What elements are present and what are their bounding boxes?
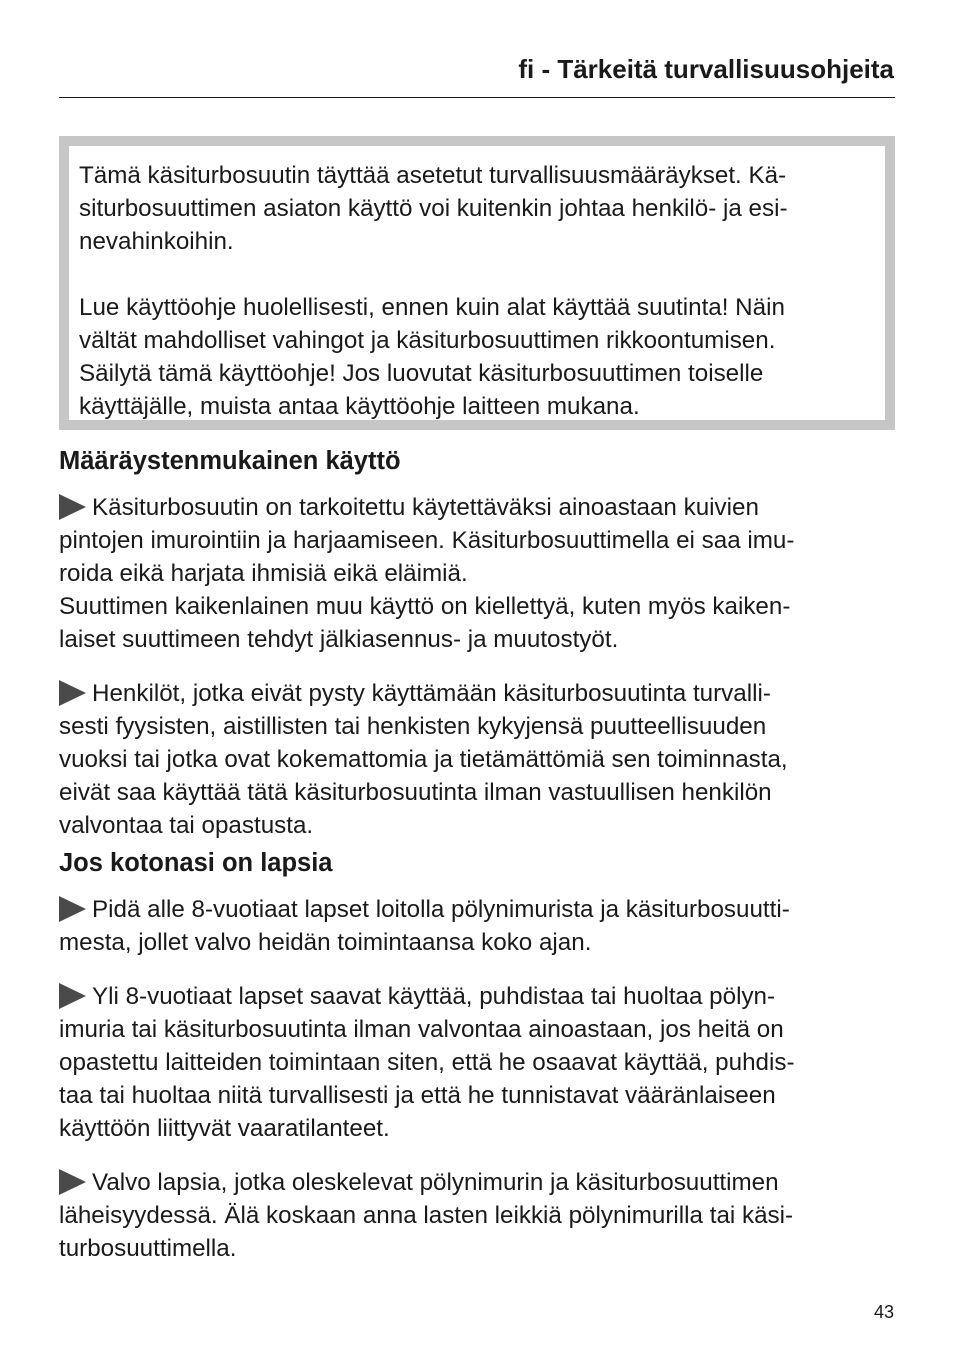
text-line: vuoksi tai jotka ovat kokemattomia ja tietämättömiä sen toiminnasta, <box>59 746 788 773</box>
text-line: Käsiturbosuutin on tarkoitettu käytettäväksi ainoastaan kuivien <box>92 494 759 521</box>
triangle-arrow-right-icon <box>59 896 86 922</box>
section-heading-intended-use: Määräystenmukainen käyttö <box>59 447 401 475</box>
text-line: Suuttimen kaikenlainen muu käyttö on kiellettyä, kuten myös kaiken- <box>59 593 791 620</box>
text-line: käyttöön liittyvät vaaratilanteet. <box>59 1115 390 1142</box>
text-line: nevahinkoihin. <box>79 228 234 255</box>
text-line: imuria tai käsiturbosuutinta ilman valvontaa ainoastaan, jos heitä on <box>59 1016 784 1043</box>
text-line: eivät saa käyttää tätä käsiturbosuutinta ilman vastuullisen henkilön <box>59 779 772 806</box>
triangle-arrow-right-icon <box>59 680 86 706</box>
text-line: roida eikä harjata ihmisiä eikä eläimiä. <box>59 560 468 587</box>
text-line: Henkilöt, jotka eivät pysty käyttämään käsiturbosuutinta turvalli- <box>92 680 771 707</box>
text-line: siturbosuuttimen asiaton käyttö voi kuitenkin johtaa henkilö- ja esi- <box>79 195 788 222</box>
bullet-item <box>59 677 895 842</box>
bullet-item <box>59 980 895 1145</box>
safety-notice-paragraph <box>79 291 885 423</box>
text-line: taa tai huoltaa niitä turvallisesti ja että he tunnistavat vääränlaiseen <box>59 1082 776 1109</box>
text-line: käyttäjälle, muista antaa käyttöohje laitteen mukana. <box>79 393 640 420</box>
text-line: laiset suuttimeen tehdyt jälkiasennus- ja muutostyöt. <box>59 626 619 653</box>
text-line: Tämä käsiturbosuutin täyttää asetetut turvallisuusmääräykset. Kä- <box>79 162 787 189</box>
bullet-item <box>59 1166 895 1265</box>
page-header-title: fi - Tärkeitä turvallisuusohjeita <box>518 54 894 84</box>
text-line: Pidä alle 8-vuotiaat lapset loitolla pölynimurista ja käsiturbosuutti- <box>92 896 790 923</box>
text-line: mesta, jollet valvo heidän toimintaansa koko ajan. <box>59 929 592 956</box>
text-line: sesti fyysisten, aistillisten tai henkisten kykyjensä puutteellisuuden <box>59 713 767 740</box>
triangle-arrow-right-icon <box>59 494 86 520</box>
text-line: vältät mahdolliset vahingot ja käsiturbosuuttimen rikkoontumisen. <box>79 327 776 354</box>
header-divider <box>59 97 895 98</box>
triangle-arrow-right-icon <box>59 1169 86 1195</box>
bullet-item <box>59 491 895 656</box>
bullet-item <box>59 893 895 959</box>
text-line: Säilytä tämä käyttöohje! Jos luovutat käsiturbosuuttimen toiselle <box>79 360 764 387</box>
text-line: opastettu laitteiden toimintaan siten, että he osaavat käyttää, puhdis- <box>59 1049 795 1076</box>
text-line: Valvo lapsia, jotka oleskelevat pölynimurin ja käsiturbosuuttimen <box>92 1169 779 1196</box>
safety-notice-box <box>59 136 895 430</box>
section-heading-children: Jos kotonasi on lapsia <box>59 849 333 877</box>
main-content <box>59 442 895 1265</box>
text-line: Yli 8-vuotiaat lapset saavat käyttää, puhdistaa tai huoltaa pölyn- <box>92 983 776 1010</box>
text-line: turbosuuttimella. <box>59 1235 237 1262</box>
safety-notice-paragraph <box>79 159 885 258</box>
text-line: valvontaa tai opastusta. <box>59 812 314 839</box>
page-number: 43 <box>873 1302 894 1322</box>
text-line: Lue käyttöohje huolellisesti, ennen kuin alat käyttää suutinta! Näin <box>79 294 785 321</box>
triangle-arrow-right-icon <box>59 983 86 1009</box>
text-line: läheisyydessä. Älä koskaan anna lasten leikkiä pölynimurilla tai käsi- <box>59 1202 794 1229</box>
text-line: pintojen imurointiin ja harjaamiseen. Käsiturbosuuttimella ei saa imu- <box>59 527 795 554</box>
